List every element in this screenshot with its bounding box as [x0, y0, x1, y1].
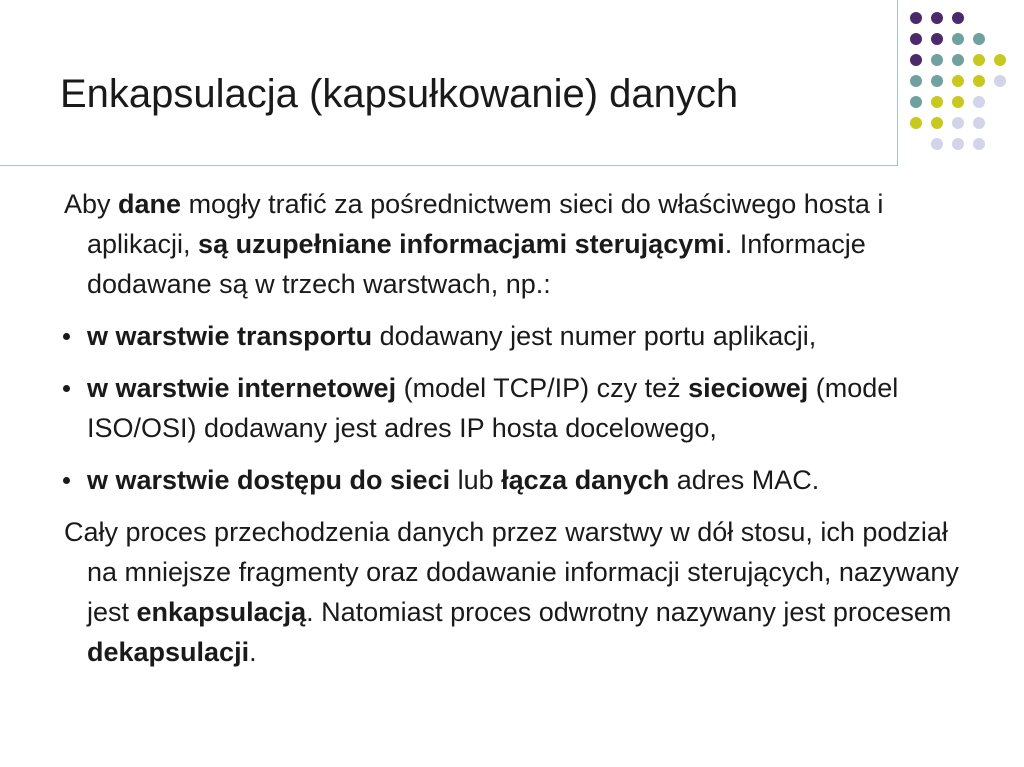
outro-text: Cały proces przechodzenia danych przez warstwy w dół stosu, ich podział na mniejsze fragmenty oraz dodawanie informacji sterujących, nazywany jest [64, 517, 959, 627]
decorative-dot [910, 96, 922, 108]
decorative-dot [952, 138, 964, 150]
decorative-dot [931, 96, 943, 108]
outro-paragraph [64, 512, 964, 672]
decorative-dot [931, 33, 943, 45]
decorative-dot [952, 33, 964, 45]
bullet-dot-icon [63, 333, 70, 340]
decorative-dot [952, 75, 964, 87]
intro-text: Aby [64, 189, 119, 219]
decorative-dot [910, 117, 922, 129]
slide-title: Enkapsulacja (kapsułkowanie) danych [60, 72, 739, 116]
intro-bold-text: są uzupełniane informacjami sterującymi [198, 229, 725, 259]
outro-text: . Natomiast proces odwrotny nazywany jest procesem [306, 597, 952, 627]
outro-bold-text: dekapsulacji [87, 637, 250, 667]
decorative-dot [952, 117, 964, 129]
bullet-item-transport [64, 316, 964, 356]
decorative-dot [994, 54, 1006, 66]
bullet-text: (model ISO/OSI) dodawany jest adres IP hosta docelowego, [87, 373, 899, 443]
bullet-dot-icon [63, 385, 70, 392]
decorative-dot [931, 12, 943, 24]
decorative-dot-grid [910, 12, 1014, 162]
decorative-dot [952, 54, 964, 66]
decorative-dot [910, 12, 922, 24]
decorative-dot [994, 75, 1006, 87]
decorative-dot [952, 12, 964, 24]
decorative-dot [910, 54, 922, 66]
decorative-dot [931, 138, 943, 150]
bullet-bold-text: w warstwie dostępu do sieci [87, 465, 451, 495]
outro-bold-text: enkapsulacją [136, 597, 307, 627]
bullet-item-link [64, 460, 964, 500]
decorative-dot [931, 54, 943, 66]
slide-body [64, 184, 964, 672]
bullet-dot-icon [63, 477, 70, 484]
decorative-dot [910, 33, 922, 45]
decorative-dot [952, 96, 964, 108]
decorative-dot [973, 96, 985, 108]
decorative-dot [973, 75, 985, 87]
bullet-text: (model TCP/IP) czy też [396, 373, 689, 403]
outro-text: . [249, 637, 257, 667]
decorative-dot [973, 138, 985, 150]
decorative-dot [910, 75, 922, 87]
bullet-text: dodawany jest numer portu aplikacji, [372, 321, 817, 351]
intro-paragraph [64, 184, 964, 304]
bullet-bold-text: łącza danych [501, 465, 670, 495]
decorative-dot [973, 54, 985, 66]
intro-text: . Informacje dodawane są w trzech warstwach, np.: [87, 229, 866, 299]
bullet-text: lub [450, 465, 502, 495]
bullet-bold-text: sieciowej [688, 373, 809, 403]
intro-text: mogły trafić za pośrednictwem sieci do właściwego hosta i aplikacji, [87, 189, 884, 259]
decorative-dot [931, 117, 943, 129]
bullet-item-internet [64, 368, 964, 448]
title-underline-rule [0, 165, 898, 166]
bullet-text: adres MAC. [669, 465, 820, 495]
intro-bold-text: dane [118, 189, 182, 219]
decorative-dot [973, 117, 985, 129]
decorative-dot [931, 75, 943, 87]
bullet-bold-text: w warstwie internetowej [87, 373, 397, 403]
decorative-dot [973, 33, 985, 45]
title-vertical-rule [897, 0, 898, 166]
bullet-bold-text: w warstwie transportu [87, 321, 373, 351]
